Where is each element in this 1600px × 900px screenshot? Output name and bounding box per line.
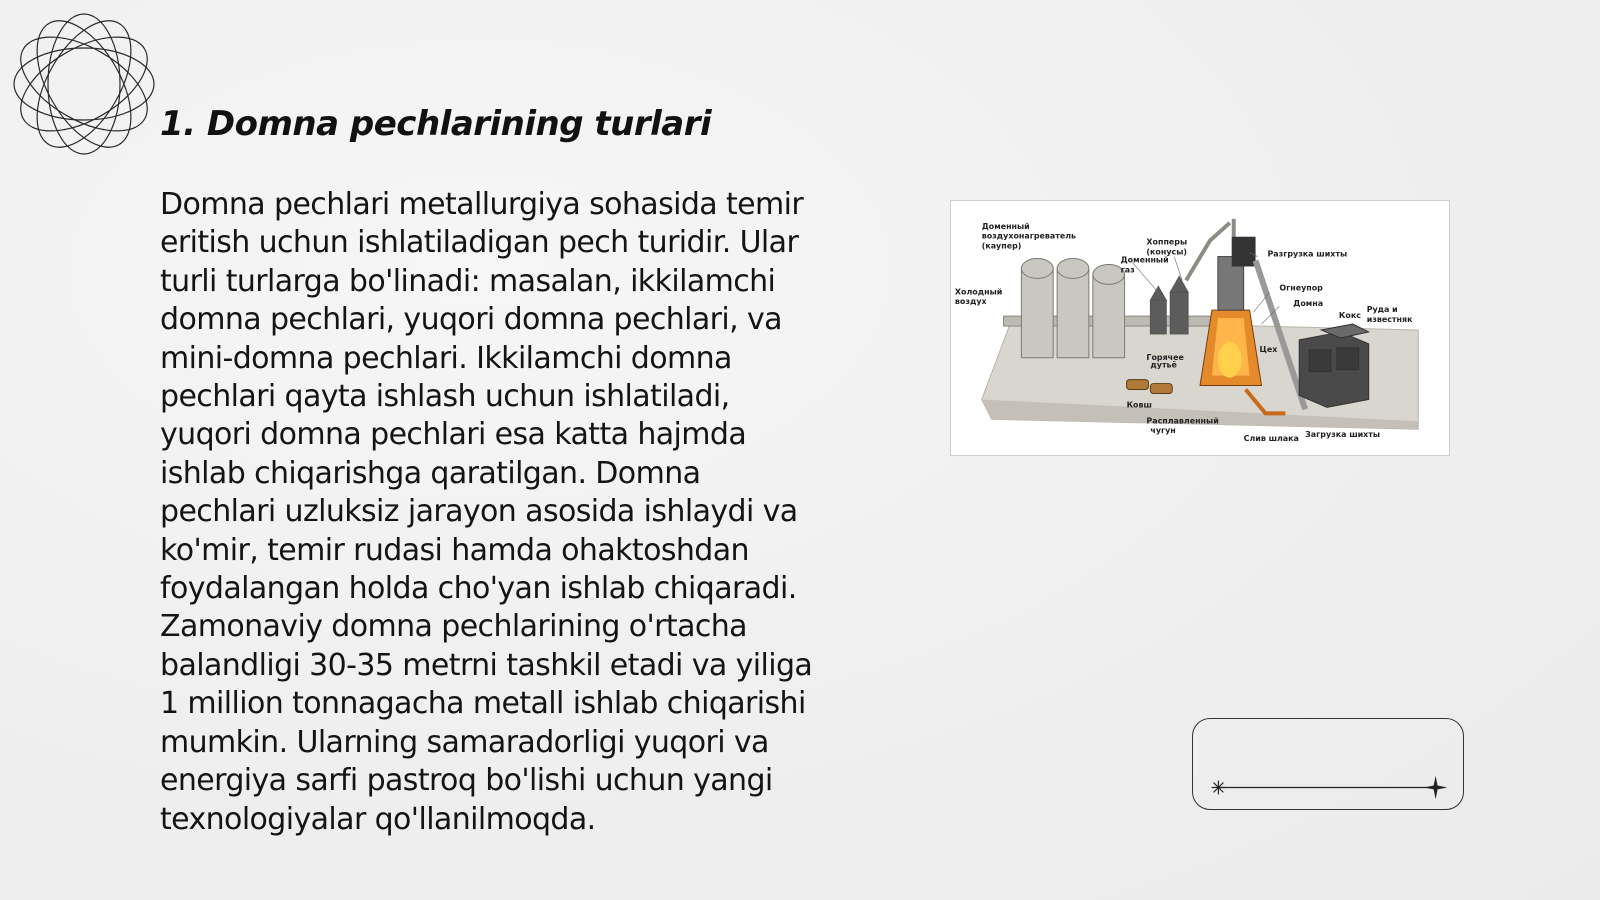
label-ore: Руда и (1366, 305, 1398, 315)
body-line: Zamonaviy domna pechlarining o'rtacha (160, 609, 747, 645)
body-line: balandligi 30-35 metrni tashkil etadi va yiliga (160, 647, 813, 683)
body-line: 1 million tonnagacha metall ishlab chiqarishi (160, 686, 806, 722)
label-hoppers: (конусы) (1146, 247, 1187, 257)
label-hoppers: Хопперы (1146, 237, 1188, 247)
sparkle-icon (1212, 781, 1226, 795)
label-cowper: Доменный (981, 221, 1030, 231)
label-molten: чугун (1150, 426, 1176, 436)
blast-furnace-diagram (951, 201, 1449, 455)
body-line: foydalangan holda cho'yan ishlab chiqaradi. (160, 571, 797, 607)
label-charge-unload: Разгрузка шихты (1267, 249, 1348, 259)
timeline-line (1193, 719, 1463, 809)
body-line: texnologiyalar qo'llanilmoqda. (160, 801, 596, 837)
label-shop: Цех (1259, 344, 1278, 354)
label-refractory: Огнеупор (1279, 283, 1323, 293)
label-ladle: Ковш (1126, 400, 1152, 410)
label-cowper: (каупер) (981, 241, 1022, 251)
four-point-star-icon (1424, 776, 1447, 799)
decorative-timeline-box (1192, 718, 1464, 810)
body-line: eritish uchun ishlatiladigan pech turidir. Ular (160, 225, 799, 261)
label-hot-blast: дутьё (1150, 360, 1177, 370)
body-line: ko'mir, temir rudasi hamda ohaktoshdan (160, 532, 749, 568)
label-gas: Доменный (1120, 255, 1169, 265)
body-line: energiya sarfi pastroq bo'lishi uchun yangi (160, 763, 773, 799)
body-line: mumkin. Ularning samaradorligi yuqori va (160, 724, 769, 760)
body-line: Domna pechlari metallurgiya sohasida temir (160, 187, 804, 222)
concentric-rings-icon (10, 10, 158, 158)
label-furnace: Домна (1293, 299, 1324, 309)
label-slag: Слив шлака (1243, 434, 1299, 444)
body-line: domna pechlari, yuqori domna pechlari, va (160, 302, 782, 338)
label-cold-air: воздух (954, 297, 987, 307)
label-coke: Кокс (1338, 311, 1361, 321)
slide-title: 1. Domna pechlarining turlari (160, 104, 712, 144)
body-paragraph (160, 186, 840, 839)
body-line: yuqori domna pechlari esa katta hajmda (160, 417, 747, 453)
body-line: mini-domna pechlari. Ikkilamchi domna (160, 340, 732, 376)
body-line: pechlari uzluksiz jarayon asosida ishlaydi va (160, 494, 798, 530)
label-cold-air: Холодный (954, 287, 1003, 297)
label-hot-blast: Горячее (1146, 352, 1184, 362)
body-line: ishlab chiqarishga qaratilgan. Domna (160, 455, 701, 491)
label-cowper: воздухонагреватель (981, 231, 1077, 241)
label-charge-load: Загрузка шихты (1305, 430, 1381, 440)
body-line: turli turlarga bo'linadi: masalan, ikkilamchi (160, 263, 776, 299)
label-molten: Расплавленный (1146, 416, 1219, 426)
label-gas: газ (1120, 265, 1135, 275)
label-ore: известняк (1366, 315, 1413, 325)
blast-furnace-illustration (950, 200, 1450, 456)
body-line: pechlari qayta ishlash uchun ishlatiladi, (160, 379, 730, 415)
